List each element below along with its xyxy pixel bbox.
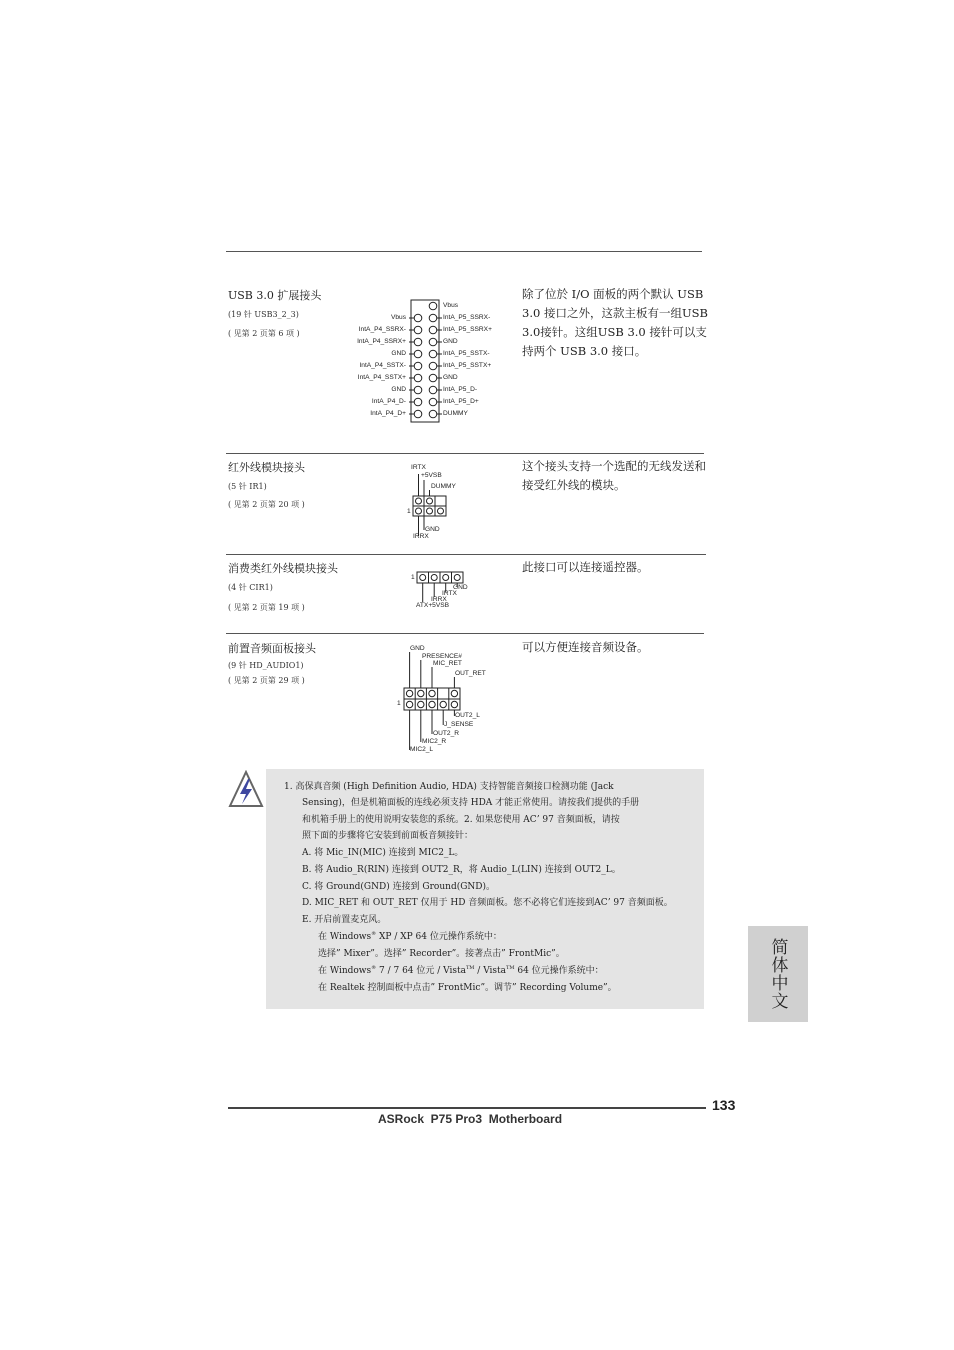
note-step-c: C. 将 Ground(GND) 连接到 Ground(GND)。 [302,882,496,892]
note-step-f3 [318,963,604,976]
top-rule [226,251,702,252]
note-step-f4: 在 Realtek 控制面板中点击” FrontMic”。调节” Recording Volume”。 [318,983,617,993]
note-step-b: B. 将 Audio_R(RIN) 连接到 OUT2_R，将 Audio_L(LIN) 连接到 OUT2_L。 [302,865,621,875]
trademark-mark-2: TM [506,965,515,971]
footer-rule [228,1107,706,1109]
ir-pin-irtx: IRTX [411,464,426,471]
usb3-pin-r10: DUMMY [443,410,468,417]
cir-pin-gnd: GND [453,584,468,591]
audio-pin-diagram [396,644,496,758]
usb3-pin-r9: IntA_P5_D+ [443,398,479,405]
usb3-header-pins: (19 针 USB3_2_3) [228,310,299,319]
ir-header-title: 红外线模块接头 [228,461,305,474]
usb3-pin-l1: Vbus [390,314,406,321]
ir-pin-1: 1 [407,508,411,515]
usb3-pin-r6: IntA_P5_SSTX+ [443,362,492,369]
note-line-4: 照下面的步骤将它安装到前面板音频接针： [302,831,474,841]
usb3-pin-l9: IntA_P4_D+ [370,410,406,417]
registered-mark-2: ® [371,965,377,971]
note-step-a: A. 将 Mic_IN(MIC) 连接到 MIC2_L。 [302,848,464,858]
audio-pin-j-sense: J_SENSE [444,721,474,728]
audio-header-ref: ( 见第 2 页第 29 项 ) [228,676,305,685]
divider-3 [226,633,704,634]
note-step-d: D. MIC_RET 和 OUT_RET 仅用于 HD 音频面板。您不必将它们连接到AC’ 97 音频面板。 [302,898,673,908]
note-line-1: 1. 高保真音频 (High Definition Audio, HDA) 支持智能音频接口检测功能 (Jack [284,782,614,792]
usb3-header-desc: 除了位於 I/O 面板的两个默认 USB 3.0 接口之外，这款主板有一组USB 3.0接针。这组USB 3.0 接针可以支持两个 USB 3.0 接口。 [522,287,708,358]
audio-pin-gnd: GND [410,645,425,652]
usb3-pin-l6: IntA_P4_SSTX+ [357,374,406,381]
usb3-pin-r7: GND [443,374,458,381]
cir-pin-irrx: IRRX [431,596,447,603]
ir-pin-diagram [405,462,485,542]
cir-header-desc: 此接口可以连接遥控器。 [522,560,649,574]
ir-header-desc: 这个接头支持一个选配的无线发送和接受红外线的模块。 [522,459,706,492]
cir-pin-irtx: IRTX [442,590,457,597]
usb3-pin-r4: GND [443,338,458,345]
usb3-pin-l8: IntA_P4_D- [371,398,406,405]
audio-pin-out2-l: OUT2_L [455,712,480,719]
usb3-pin-l5: IntA_P4_SSTX- [359,362,406,369]
ir-pin-5vsb: +5VSB [421,472,442,479]
audio-pin-mic2-r: MIC2_R [422,738,447,745]
audio-pin-mic-ret: MIC_RET [433,660,462,667]
cir-header-pins: (4 针 CIR1) [228,583,273,592]
usb3-pin-l7: GND [391,386,406,393]
note-line-2: Sensing)，但是机箱面板的连线必须支持 HDA 才能正常使用。请按我们提供的手册 [302,798,640,808]
usb3-pin-r2: IntA_P5_SSRX- [443,314,491,321]
usb3-pin-diagram [340,298,510,424]
usb3-header-title: USB 3.0 扩展接头 [228,289,322,302]
usb3-pin-l2: IntA_P4_SSRX- [358,326,406,333]
cir-pin-diagram [408,568,488,614]
page-number: 133 [712,1097,736,1113]
registered-mark: ® [371,931,377,937]
usb3-pin-r8: IntA_P5_D- [443,386,478,393]
ir-header-pins: (5 针 IR1) [228,482,267,491]
audio-pin-out2-r: OUT2_R [433,730,460,737]
audio-pin-mic2-l: MIC2_L [410,746,434,753]
usb3-pin-r5: IntA_P5_SSTX- [443,350,490,357]
cir-pin-1: 1 [411,574,415,581]
cir-pin-atx5vsb: ATX+5VSB [416,602,450,609]
note-step-e: E. 开启前置麦克风。 [302,915,387,925]
note-f3-a: 在 Windows [318,966,372,976]
usb3-pins [409,302,442,418]
note-f3-c: / Vista [474,966,507,976]
note-box [266,769,704,1009]
usb3-pin-l4: GND [391,350,406,357]
ir-header-ref: ( 见第 2 页第 20 项 ) [228,500,305,509]
ir-pin-irrx: IRRX [413,533,429,540]
note-line-3: 和机箱手册上的使用说明安装您的系统。2. 如果您使用 AC’ 97 音频面板，请按 [302,815,620,825]
footer-product-name: ASRock P75 Pro3 Motherboard [378,1112,563,1126]
note-f1-a: 在 Windows [318,932,372,942]
audio-pin-out-ret: OUT_RET [455,670,486,677]
language-tab [748,926,808,1022]
divider-2 [226,554,706,555]
usb3-pin-l3: IntA_P4_SSRX+ [357,338,406,345]
audio-pin-presence: PRESENCE# [422,653,462,660]
warning-icon [228,770,264,810]
usb3-pin-r3: IntA_P5_SSRX+ [443,326,492,333]
ir-pin-dummy: DUMMY [431,483,456,490]
note-step-f1 [318,929,502,942]
language-tab-label: 简体中文 [767,938,788,1010]
audio-header-title: 前置音频面板接头 [228,642,316,655]
note-f3-d: 64 位元操作系统中： [514,966,604,976]
ir-connector-svg [405,462,485,542]
audio-header-desc: 可以方便连接音频设备。 [522,640,649,654]
cir-header-title: 消费类红外线模块接头 [228,562,338,575]
note-f1-b: XP / XP 64 位元操作系统中： [376,932,502,942]
note-f3-b: 7 / 7 64 位元 / Vista [376,966,466,976]
usb3-pin-r1: Vbus [443,302,459,309]
divider-1 [226,453,704,454]
cir-header-ref: ( 见第 2 页第 19 项 ) [228,603,305,612]
ir-pin-gnd: GND [425,526,440,533]
audio-header-pins: (9 针 HD_AUDIO1) [228,661,304,670]
trademark-mark: TM [465,965,475,971]
usb3-header-ref: ( 见第 2 页第 6 项 ) [228,329,300,338]
note-step-f2: 选择” Mixer”。选择” Recorder”。接著点击” FrontMic”。 [318,949,565,959]
audio-pin-1: 1 [397,700,401,707]
